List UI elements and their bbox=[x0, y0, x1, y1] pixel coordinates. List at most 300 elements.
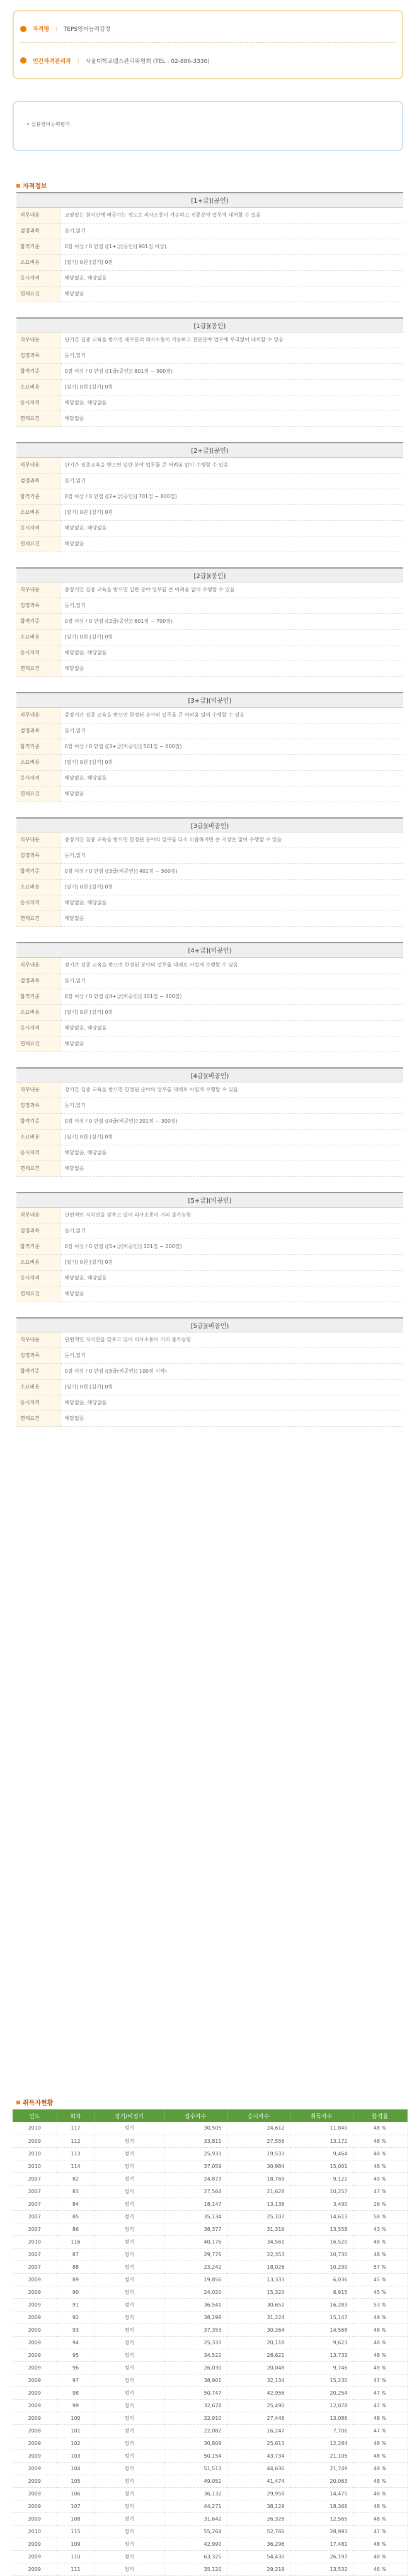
table-row bbox=[13, 2437, 407, 2449]
table-cell: 2009 bbox=[13, 2563, 57, 2575]
table-cell: 2009 bbox=[13, 2487, 57, 2500]
table-cell: 정기 bbox=[95, 2500, 164, 2512]
row-value: 해당없음 bbox=[60, 1161, 403, 1177]
qualification-table bbox=[16, 692, 403, 802]
section-title-stats bbox=[16, 2097, 53, 2107]
table-row bbox=[13, 2512, 407, 2525]
row-label: 면제요건 bbox=[16, 1161, 60, 1177]
qualification-row bbox=[16, 1364, 403, 1380]
row-value: 해당없음 bbox=[60, 1036, 403, 1052]
table-cell: 2007 bbox=[13, 2223, 57, 2235]
table-cell: 42,956 bbox=[227, 2386, 290, 2399]
row-label: 직무내용 bbox=[16, 1082, 60, 1098]
qualification-row bbox=[16, 411, 403, 427]
header-row-manager bbox=[20, 47, 396, 74]
table-cell: 97 bbox=[57, 2374, 95, 2386]
table-cell: 26 % bbox=[353, 2198, 407, 2210]
table-cell: 정기 bbox=[95, 2311, 164, 2324]
table-cell: 정기 bbox=[95, 2273, 164, 2286]
table-cell: 2009 bbox=[13, 2500, 57, 2512]
table-cell: 2010 bbox=[13, 2235, 57, 2248]
row-value: [필기] 0원 [실기] 0원 bbox=[60, 380, 403, 395]
row-value: 0점 이상 / 0 만점 ([4급(비공인)] 201점 ~ 300점) bbox=[60, 1114, 403, 1130]
row-value: 듣기,읽기 bbox=[60, 598, 403, 614]
qualification-row bbox=[16, 1207, 403, 1223]
qualification-table bbox=[16, 1317, 403, 1427]
table-cell: 27,564 bbox=[164, 2185, 227, 2198]
qualification-row bbox=[16, 582, 403, 598]
table-cell: 48 % bbox=[353, 2135, 407, 2147]
table-row bbox=[13, 2311, 407, 2324]
table-cell: 83 bbox=[57, 2185, 95, 2198]
table-cell: 2007 bbox=[13, 2185, 57, 2198]
row-label: 응시자격 bbox=[16, 645, 60, 661]
row-value: 듣기,읽기 bbox=[60, 848, 403, 864]
row-label: 소요비용 bbox=[16, 380, 60, 395]
table-cell: 112 bbox=[57, 2135, 95, 2147]
qualification-row bbox=[16, 911, 403, 927]
table-cell: 정기 bbox=[95, 2324, 164, 2336]
row-label: 직무내용 bbox=[16, 1207, 60, 1223]
table-cell: 16,520 bbox=[290, 2235, 353, 2248]
table-cell: 48 % bbox=[353, 2412, 407, 2424]
table-cell: 정기 bbox=[95, 2349, 164, 2361]
qualification-grade-title: [4급](비공인) bbox=[16, 1068, 403, 1082]
table-cell: 48 % bbox=[353, 2538, 407, 2550]
table-cell: 87 bbox=[57, 2248, 95, 2261]
table-row bbox=[13, 2185, 407, 2198]
square-bullet-icon bbox=[16, 184, 20, 188]
row-label: 합격기준 bbox=[16, 1364, 60, 1380]
table-cell: 정기 bbox=[95, 2135, 164, 2147]
row-label: 직무내용 bbox=[16, 832, 60, 848]
stats-column-header: 취득자수 bbox=[290, 2109, 353, 2122]
table-cell: 48 % bbox=[353, 2487, 407, 2500]
qualification-row bbox=[16, 395, 403, 411]
table-cell: 37,059 bbox=[164, 2160, 227, 2172]
qualification-row bbox=[16, 380, 403, 395]
row-value: 해당없음 bbox=[60, 536, 403, 552]
row-label: 응시자격 bbox=[16, 895, 60, 911]
table-cell: 정기 bbox=[95, 2525, 164, 2538]
table-cell: 36,541 bbox=[164, 2298, 227, 2311]
row-label: 소요비용 bbox=[16, 504, 60, 520]
table-cell: 100 bbox=[57, 2412, 95, 2424]
qualification-row bbox=[16, 723, 403, 739]
table-cell: 38,901 bbox=[164, 2374, 227, 2386]
table-cell: 57 % bbox=[353, 2261, 407, 2273]
table-cell: 10,290 bbox=[290, 2261, 353, 2273]
table-cell: 36,132 bbox=[164, 2487, 227, 2500]
table-cell: 2010 bbox=[13, 2122, 57, 2135]
row-label: 응시자격 bbox=[16, 270, 60, 286]
row-value: 단편적인 지식만을 갖추고 있어 의사소통이 거의 불가능함 bbox=[60, 1332, 403, 1348]
table-cell: 48 % bbox=[353, 2349, 407, 2361]
bullet-icon bbox=[20, 57, 26, 64]
qualification-row bbox=[16, 848, 403, 864]
table-cell: 47 % bbox=[353, 2525, 407, 2538]
square-bullet-icon bbox=[16, 2101, 20, 2104]
table-cell: 6,915 bbox=[290, 2286, 353, 2298]
table-cell: 26,197 bbox=[290, 2550, 353, 2563]
table-cell: 95 bbox=[57, 2349, 95, 2361]
row-value: [필기] 0원 [실기] 0원 bbox=[60, 504, 403, 520]
table-row bbox=[13, 2248, 407, 2261]
table-cell: 정기 bbox=[95, 2147, 164, 2160]
table-cell: 21,105 bbox=[290, 2449, 353, 2462]
table-cell: 24,612 bbox=[227, 2122, 290, 2135]
table-cell: 2007 bbox=[13, 2261, 57, 2273]
table-cell: 103 bbox=[57, 2449, 95, 2462]
table-cell: 2009 bbox=[13, 2412, 57, 2424]
row-value: 0점 이상 / 0 만점 ([1급(공인)] 801점 ~ 900점) bbox=[60, 364, 403, 380]
row-label: 면제요건 bbox=[16, 786, 60, 802]
row-value: 중장기간 집중 교육을 받으면 일반 분야 업무를 큰 어려움 없이 수행할 수 있음 bbox=[60, 582, 403, 598]
qualification-row bbox=[16, 786, 403, 802]
table-cell: 2009 bbox=[13, 2462, 57, 2475]
table-cell: 2007 bbox=[13, 2210, 57, 2223]
table-cell: 36,296 bbox=[227, 2538, 290, 2550]
table-row bbox=[13, 2538, 407, 2550]
stats-column-header: 응시자수 bbox=[227, 2109, 290, 2122]
qualification-row bbox=[16, 1348, 403, 1364]
table-cell: 2009 bbox=[13, 2437, 57, 2449]
table-cell: 22,353 bbox=[227, 2248, 290, 2261]
row-value: [필기] 0원 [실기] 0원 bbox=[60, 1130, 403, 1145]
table-cell: 82 bbox=[57, 2172, 95, 2185]
qualification-row bbox=[16, 364, 403, 380]
row-label: 면제요건 bbox=[16, 286, 60, 302]
table-cell: 13,136 bbox=[227, 2198, 290, 2210]
row-value: 해당없음 bbox=[60, 911, 403, 927]
qualification-row bbox=[16, 1082, 403, 1098]
table-cell: 45 % bbox=[353, 2286, 407, 2298]
row-value: 듣기,읽기 bbox=[60, 473, 403, 489]
table-cell: 2009 bbox=[13, 2399, 57, 2412]
table-cell: 정기 bbox=[95, 2412, 164, 2424]
qualification-row bbox=[16, 1270, 403, 1286]
table-cell: 24,873 bbox=[164, 2172, 227, 2185]
qualification-row bbox=[16, 1098, 403, 1114]
row-label: 합격기준 bbox=[16, 364, 60, 380]
row-label: 직무내용 bbox=[16, 1332, 60, 1348]
stats-column-header: 접수자수 bbox=[164, 2109, 227, 2122]
table-cell: 94 bbox=[57, 2336, 95, 2349]
qualification-row bbox=[16, 707, 403, 723]
table-cell: 25,333 bbox=[164, 2336, 227, 2349]
table-row bbox=[13, 2210, 407, 2223]
table-cell: 정기 bbox=[95, 2437, 164, 2449]
table-cell: 13,086 bbox=[290, 2412, 353, 2424]
table-cell: 34,561 bbox=[227, 2235, 290, 2248]
table-cell: 18,026 bbox=[227, 2261, 290, 2273]
row-label: 소요비용 bbox=[16, 1004, 60, 1020]
qualification-row bbox=[16, 1114, 403, 1130]
table-cell: 정기 bbox=[95, 2172, 164, 2185]
table-cell: 108 bbox=[57, 2512, 95, 2525]
row-label: 응시자격 bbox=[16, 1270, 60, 1286]
row-value: 해당없음, 해당없음 bbox=[60, 895, 403, 911]
qualification-row bbox=[16, 1020, 403, 1036]
table-cell: 2009 bbox=[13, 2311, 57, 2324]
table-cell: 47 % bbox=[353, 2386, 407, 2399]
row-value: 듣기,읽기 bbox=[60, 223, 403, 239]
qualification-grade-title: [2+급](공인) bbox=[16, 443, 403, 457]
table-cell: 16,247 bbox=[227, 2424, 290, 2437]
table-cell: 63,325 bbox=[164, 2550, 227, 2563]
table-cell: 48 % bbox=[353, 2449, 407, 2462]
table-cell: 48 % bbox=[353, 2500, 407, 2512]
bullet-icon bbox=[20, 26, 26, 32]
table-cell: 46 % bbox=[353, 2563, 407, 2575]
table-cell: 2007 bbox=[13, 2172, 57, 2185]
table-cell: 12,284 bbox=[290, 2437, 353, 2449]
qualification-row bbox=[16, 661, 403, 677]
row-label: 직무내용 bbox=[16, 207, 60, 223]
table-cell: 115 bbox=[57, 2525, 95, 2538]
row-label: 면제요건 bbox=[16, 911, 60, 927]
table-cell: 2009 bbox=[13, 2298, 57, 2311]
row-value: 해당없음, 해당없음 bbox=[60, 395, 403, 411]
table-cell: 92 bbox=[57, 2311, 95, 2324]
table-cell: 109 bbox=[57, 2538, 95, 2550]
row-label: 직무내용 bbox=[16, 957, 60, 973]
table-cell: 정기 bbox=[95, 2462, 164, 2475]
table-cell: 20,118 bbox=[227, 2336, 290, 2349]
row-label: 면제요건 bbox=[16, 411, 60, 427]
header-row-name bbox=[20, 15, 396, 43]
table-cell: 정기 bbox=[95, 2475, 164, 2487]
row-label: 소요비용 bbox=[16, 630, 60, 645]
qualification-row bbox=[16, 1395, 403, 1411]
qualification-row bbox=[16, 536, 403, 552]
row-label: 응시자격 bbox=[16, 770, 60, 786]
table-cell: 35,134 bbox=[164, 2210, 227, 2223]
qualification-row bbox=[16, 989, 403, 1004]
table-cell: 2007 bbox=[13, 2198, 57, 2210]
table-cell: 111 bbox=[57, 2563, 95, 2575]
table-cell: 58 % bbox=[353, 2210, 407, 2223]
table-cell: 85 bbox=[57, 2210, 95, 2223]
separator: | bbox=[77, 57, 79, 64]
row-value: [필기] 0원 [실기] 0원 bbox=[60, 754, 403, 770]
table-cell: 23,242 bbox=[164, 2261, 227, 2273]
stats-table bbox=[13, 2109, 408, 2576]
table-cell: 정기 bbox=[95, 2361, 164, 2374]
table-cell: 32,678 bbox=[164, 2399, 227, 2412]
table-cell: 53 % bbox=[353, 2298, 407, 2311]
table-cell: 22,082 bbox=[164, 2424, 227, 2437]
row-label: 응시자격 bbox=[16, 395, 60, 411]
row-label: 소요비용 bbox=[16, 754, 60, 770]
row-label: 합격기준 bbox=[16, 1114, 60, 1130]
row-label: 검정과목 bbox=[16, 1098, 60, 1114]
table-cell: 48 % bbox=[353, 2160, 407, 2172]
table-cell: 7,706 bbox=[290, 2424, 353, 2437]
table-cell: 17,481 bbox=[290, 2538, 353, 2550]
table-cell: 89 bbox=[57, 2273, 95, 2286]
row-label: 면제요건 bbox=[16, 536, 60, 552]
qualification-row bbox=[16, 473, 403, 489]
table-row bbox=[13, 2563, 407, 2575]
row-value: 해당없음 bbox=[60, 286, 403, 302]
table-cell: 정기 bbox=[95, 2286, 164, 2298]
table-cell: 2010 bbox=[13, 2147, 57, 2160]
row-value: [필기] 0원 [실기] 0원 bbox=[60, 1254, 403, 1270]
table-cell: 49,052 bbox=[164, 2475, 227, 2487]
qualification-header-box bbox=[13, 10, 403, 79]
table-cell: 정기 bbox=[95, 2198, 164, 2210]
table-row bbox=[13, 2336, 407, 2349]
table-cell: 49 % bbox=[353, 2462, 407, 2475]
table-cell: 20,063 bbox=[290, 2475, 353, 2487]
row-label: 검정과목 bbox=[16, 848, 60, 864]
table-cell: 11,840 bbox=[290, 2122, 353, 2135]
qualification-row bbox=[16, 1161, 403, 1177]
row-label: 면제요건 bbox=[16, 661, 60, 677]
row-value: [필기] 0원 [실기] 0원 bbox=[60, 630, 403, 645]
row-label: 응시자격 bbox=[16, 1145, 60, 1161]
qualification-grade-title: [3+급](비공인) bbox=[16, 693, 403, 707]
row-value: 0점 이상 / 0 만점 ([5급(비공인)] 100점 이하) bbox=[60, 1364, 403, 1380]
table-cell: 정기 bbox=[95, 2538, 164, 2550]
row-value: 듣기,읽기 bbox=[60, 973, 403, 989]
row-label: 직무내용 bbox=[16, 457, 60, 473]
qualification-table bbox=[16, 442, 403, 552]
table-cell: 2009 bbox=[13, 2538, 57, 2550]
qualification-row bbox=[16, 1145, 403, 1161]
qualification-row bbox=[16, 957, 403, 973]
table-row bbox=[13, 2135, 407, 2147]
table-cell: 104 bbox=[57, 2462, 95, 2475]
qualification-grade-title: [1+급](공인) bbox=[16, 193, 403, 207]
qualification-grade-title: [4+급](비공인) bbox=[16, 943, 403, 957]
table-cell: 2008 bbox=[13, 2424, 57, 2437]
table-row bbox=[13, 2223, 407, 2235]
qualification-row bbox=[16, 598, 403, 614]
table-cell: 9,623 bbox=[290, 2336, 353, 2349]
qualification-row bbox=[16, 754, 403, 770]
table-cell: 45 % bbox=[353, 2273, 407, 2286]
table-row bbox=[13, 2160, 407, 2172]
table-cell: 2009 bbox=[13, 2135, 57, 2147]
table-cell: 31,224 bbox=[227, 2311, 290, 2324]
table-cell: 26,030 bbox=[164, 2361, 227, 2374]
table-cell: 13,558 bbox=[290, 2223, 353, 2235]
table-cell: 48 % bbox=[353, 2147, 407, 2160]
table-cell: 6,036 bbox=[290, 2273, 353, 2286]
row-value: 해당없음, 해당없음 bbox=[60, 645, 403, 661]
table-cell: 13,532 bbox=[290, 2563, 353, 2575]
table-cell: 정기 bbox=[95, 2336, 164, 2349]
table-cell: 정기 bbox=[95, 2512, 164, 2525]
table-row bbox=[13, 2462, 407, 2475]
row-value: [필기] 0원 [실기] 0원 bbox=[60, 1004, 403, 1020]
qualification-table bbox=[16, 817, 403, 928]
table-row bbox=[13, 2273, 407, 2286]
description-box bbox=[13, 101, 403, 151]
row-value: 해당없음, 해당없음 bbox=[60, 270, 403, 286]
table-cell: 43,734 bbox=[227, 2449, 290, 2462]
table-row bbox=[13, 2172, 407, 2185]
table-cell: 34,522 bbox=[164, 2349, 227, 2361]
qualification-row bbox=[16, 286, 403, 302]
table-row bbox=[13, 2235, 407, 2248]
table-cell: 9,464 bbox=[290, 2147, 353, 2160]
row-label: 소요비용 bbox=[16, 1130, 60, 1145]
qualification-table bbox=[16, 1192, 403, 1302]
table-cell: 18,366 bbox=[290, 2500, 353, 2512]
table-cell: 50,154 bbox=[164, 2449, 227, 2462]
table-cell: 44,271 bbox=[164, 2500, 227, 2512]
row-label: 합격기준 bbox=[16, 1239, 60, 1254]
row-label: 면제요건 bbox=[16, 1036, 60, 1052]
table-row bbox=[13, 2500, 407, 2512]
table-cell: 2009 bbox=[13, 2361, 57, 2374]
table-cell: 18,147 bbox=[164, 2198, 227, 2210]
table-cell: 110 bbox=[57, 2550, 95, 2563]
row-label: 검정과목 bbox=[16, 223, 60, 239]
row-label: 합격기준 bbox=[16, 239, 60, 254]
table-cell: 13,333 bbox=[227, 2273, 290, 2286]
table-cell: 47 % bbox=[353, 2374, 407, 2386]
qualification-table bbox=[16, 1067, 403, 1177]
separator: | bbox=[55, 26, 57, 31]
table-cell: 43 % bbox=[353, 2223, 407, 2235]
row-value: 해당없음 bbox=[60, 411, 403, 427]
row-value: [필기] 0원 [실기] 0원 bbox=[60, 254, 403, 270]
qualification-row bbox=[16, 973, 403, 989]
table-cell: 38,298 bbox=[164, 2311, 227, 2324]
qualification-row bbox=[16, 254, 403, 270]
qualification-grade-title: [5급](비공인) bbox=[16, 1318, 403, 1332]
table-cell: 30,984 bbox=[227, 2160, 290, 2172]
row-value: 해당없음, 해당없음 bbox=[60, 520, 403, 536]
row-value: 듣기,읽기 bbox=[60, 1098, 403, 1114]
table-cell: 101 bbox=[57, 2424, 95, 2437]
table-cell: 86 bbox=[57, 2223, 95, 2235]
table-cell: 47 % bbox=[353, 2399, 407, 2412]
qualification-row bbox=[16, 207, 403, 223]
section-title-text: 자격정보 bbox=[23, 183, 47, 190]
row-value: 교양있는 원어민에 버금가는 정도로 의사소통이 가능하고 전문분야 업무에 대처할 수 있음 bbox=[60, 207, 403, 223]
table-cell: 24,020 bbox=[164, 2286, 227, 2298]
table-cell: 정기 bbox=[95, 2399, 164, 2412]
qualification-list bbox=[16, 192, 403, 1442]
qualification-row bbox=[16, 645, 403, 661]
table-row bbox=[13, 2261, 407, 2273]
table-cell: 29,958 bbox=[227, 2487, 290, 2500]
table-cell: 2009 bbox=[13, 2324, 57, 2336]
header-label-manager: 민간자격관리자 bbox=[33, 58, 71, 65]
table-cell: 29,776 bbox=[164, 2248, 227, 2261]
qualification-table bbox=[16, 942, 403, 1052]
qualification-table bbox=[16, 317, 403, 428]
description-text: • 실용영어능력평가 bbox=[26, 122, 71, 127]
table-cell: 18,769 bbox=[227, 2172, 290, 2185]
table-cell: 정기 bbox=[95, 2223, 164, 2235]
table-cell: 32,910 bbox=[164, 2412, 227, 2424]
table-cell: 16,283 bbox=[290, 2298, 353, 2311]
table-cell: 2009 bbox=[13, 2475, 57, 2487]
qualification-row bbox=[16, 457, 403, 473]
row-value: [필기] 0원 [실기] 0원 bbox=[60, 1380, 403, 1395]
table-cell: 2007 bbox=[13, 2248, 57, 2261]
table-cell: 106 bbox=[57, 2487, 95, 2500]
table-cell: 2010 bbox=[13, 2160, 57, 2172]
qualification-row bbox=[16, 614, 403, 630]
section-title-qualifications bbox=[16, 181, 47, 190]
